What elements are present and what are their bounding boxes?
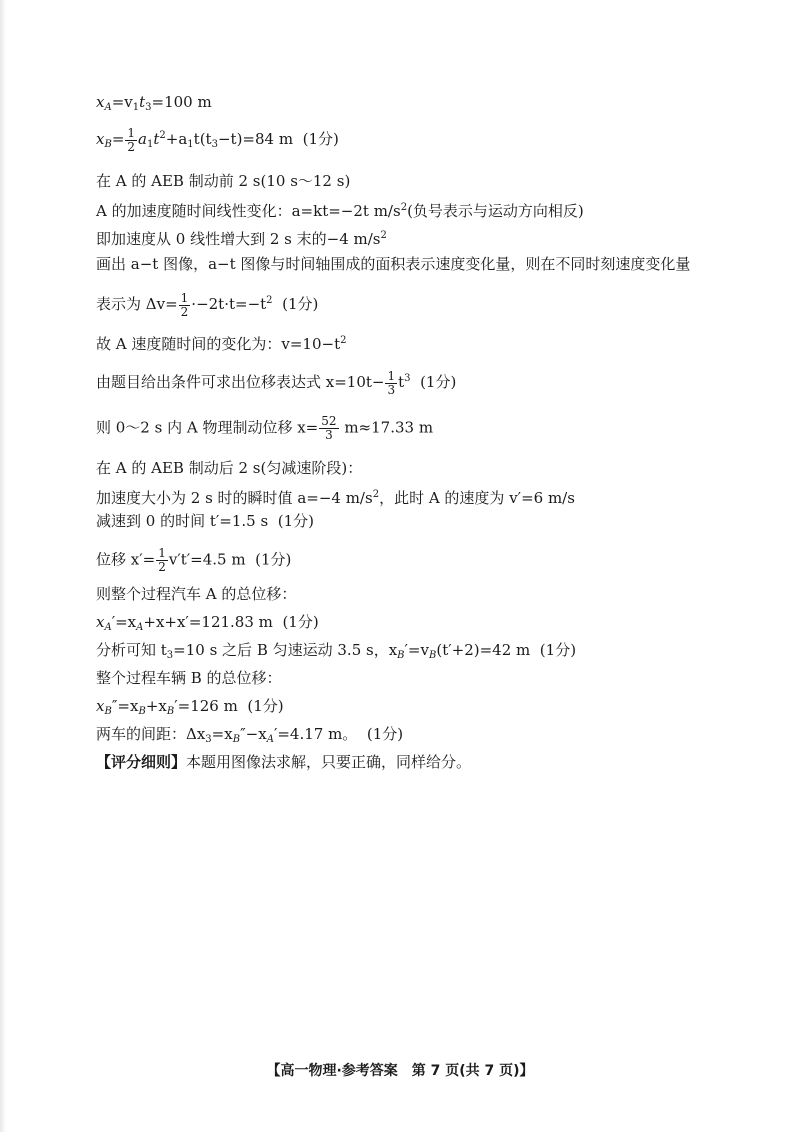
- text: 2: [340, 335, 347, 346]
- score-mark: (1分): [366, 725, 404, 743]
- text: 3: [166, 650, 174, 661]
- text: 即加速度从 0 线性增大到 2 s 末的−4 m/s: [96, 230, 381, 248]
- text: 2: [400, 202, 408, 213]
- text: 3: [211, 139, 218, 150]
- text: B: [397, 650, 405, 661]
- formula-xa: [96, 92, 212, 118]
- formula-x-value: [96, 415, 433, 442]
- formula-xb-total: [96, 696, 284, 722]
- denominator: 2: [127, 139, 136, 154]
- score-mark: (1分): [255, 550, 292, 569]
- text: t: [153, 130, 160, 148]
- text: 1: [187, 139, 194, 150]
- text: 3: [145, 102, 152, 113]
- text: B: [104, 139, 112, 150]
- text: +x: [145, 697, 167, 715]
- numerator: 1: [387, 368, 396, 383]
- denominator: 2: [180, 304, 189, 319]
- numerator: 1: [180, 290, 189, 305]
- fraction: [125, 127, 137, 154]
- text: B: [104, 706, 112, 717]
- text-line: [96, 485, 575, 508]
- score-mark: (1分): [247, 697, 284, 715]
- text: (负号表示与运动方向相反): [407, 202, 584, 220]
- text: +x+x′=121.83 m: [143, 613, 273, 631]
- text-line: [96, 198, 584, 221]
- page-footer: 【高一物理·参考答案 第 7 页(共 7 页)】: [266, 1063, 534, 1079]
- text: 1: [147, 139, 154, 150]
- text: ′=v: [404, 641, 429, 659]
- text-line: 整个过程车辆 B 的总位移：: [96, 669, 282, 687]
- text: =v: [111, 93, 133, 111]
- text: 减速到 0 的时间 t′=1.5 s: [96, 512, 269, 530]
- formula-dv: [96, 291, 318, 319]
- formula-x-prime: [96, 547, 291, 574]
- text: x: [96, 613, 105, 631]
- text: 则 0～2 s 内 A 物理制动位移 x=: [96, 418, 319, 437]
- scoring-note-text: 本题用图像法求解，只要正确，同样给分。: [186, 753, 472, 771]
- score-mark: (1分): [302, 130, 339, 148]
- text-line: 在 A 的 AEB 制动后 2 s(匀减速阶段)：: [96, 459, 363, 477]
- fraction: [385, 370, 397, 397]
- text: ″=x: [111, 697, 139, 715]
- text: m≈17.33 m: [339, 418, 434, 437]
- text: 故 A 速度随时间的变化为：v=10−t: [96, 335, 341, 353]
- text: v′t′=4.5 m: [168, 550, 246, 569]
- text: B: [138, 706, 146, 717]
- numerator: 52: [321, 414, 337, 428]
- score-mark: (1分): [420, 373, 457, 391]
- text: 位移 x′=: [96, 550, 156, 569]
- text: A 的加速度随时间线性变化：a=kt=−2t m/s: [96, 202, 401, 220]
- text-line: 在 A 的 AEB 制动前 2 s(10 s～12 s): [96, 172, 351, 190]
- fraction: [319, 415, 338, 442]
- text: B: [232, 734, 241, 745]
- text: B: [166, 706, 175, 717]
- text: −t)=84 m: [217, 130, 294, 148]
- text: 2: [380, 230, 387, 241]
- text: ′=126 m: [174, 697, 238, 715]
- score-mark: (1分): [282, 295, 319, 313]
- text: a: [138, 130, 147, 148]
- scan-edge-shadow: [0, 0, 6, 1132]
- numerator: 1: [127, 125, 136, 140]
- text: ″−x: [240, 725, 267, 743]
- fraction: [156, 547, 168, 574]
- formula-distance: [96, 724, 403, 750]
- text: x: [96, 93, 105, 111]
- text: =10 s 之后 B 匀速运动 3.5 s，x: [173, 641, 398, 659]
- text: =x: [211, 725, 233, 743]
- text-line: 画出 a−t 图像，a−t 图像与时间轴围成的面积表示速度变化量，则在不同时刻速度变化量: [96, 255, 691, 273]
- text: =100 m: [151, 93, 212, 111]
- text: (t′+2)=42 m: [436, 641, 531, 659]
- text: t: [139, 93, 146, 111]
- text-line: [96, 511, 314, 531]
- fraction: [179, 292, 191, 319]
- text: A: [104, 102, 112, 113]
- formula-xa-total: [96, 612, 319, 638]
- text: ，此时 A 的速度为 v′=6 m/s: [379, 489, 575, 507]
- scoring-note-label: 【评分细则】: [96, 753, 187, 771]
- formula-xb: [96, 126, 339, 155]
- text: 2: [266, 295, 273, 306]
- text-line: [96, 331, 346, 354]
- denominator: 2: [158, 560, 166, 574]
- text: ′=x: [111, 613, 137, 631]
- text: =: [111, 130, 125, 148]
- text: 2: [372, 489, 380, 500]
- text: 1: [132, 102, 140, 113]
- text: 3: [404, 373, 411, 384]
- text: +a: [165, 130, 188, 148]
- text: A: [104, 622, 112, 633]
- score-mark: (1分): [282, 613, 319, 631]
- text-line: [96, 226, 387, 249]
- text: x: [96, 130, 105, 148]
- text: 由题目给出条件可求出位移表达式 x=10t−: [96, 373, 385, 391]
- denominator: 3: [325, 428, 333, 442]
- formula-x: [96, 369, 456, 397]
- text: 分析可知 t: [96, 641, 167, 659]
- text: B: [428, 650, 437, 661]
- text: 加速度大小为 2 s 时的瞬时值 a=−4 m/s: [96, 489, 373, 507]
- text: A: [136, 622, 144, 633]
- text: 表示为 Δv=: [96, 295, 178, 313]
- text: 3: [205, 734, 212, 745]
- text: t: [398, 373, 405, 391]
- text: x: [96, 697, 105, 715]
- text: ′=4.17 m。: [273, 725, 358, 743]
- scoring-note: [96, 752, 471, 772]
- numerator: 1: [158, 546, 166, 560]
- text: t(t: [193, 130, 212, 148]
- text: 2: [159, 130, 166, 141]
- score-mark: (1分): [539, 641, 577, 659]
- text-line: 则整个过程汽车 A 的总位移：: [96, 585, 297, 603]
- text: 两车的间距：Δx: [96, 725, 206, 743]
- score-mark: (1分): [277, 512, 314, 530]
- text: A: [266, 734, 274, 745]
- denominator: 3: [387, 382, 396, 397]
- text: ·−2t·t=−t: [191, 295, 267, 313]
- formula-xb-prime: [96, 640, 576, 666]
